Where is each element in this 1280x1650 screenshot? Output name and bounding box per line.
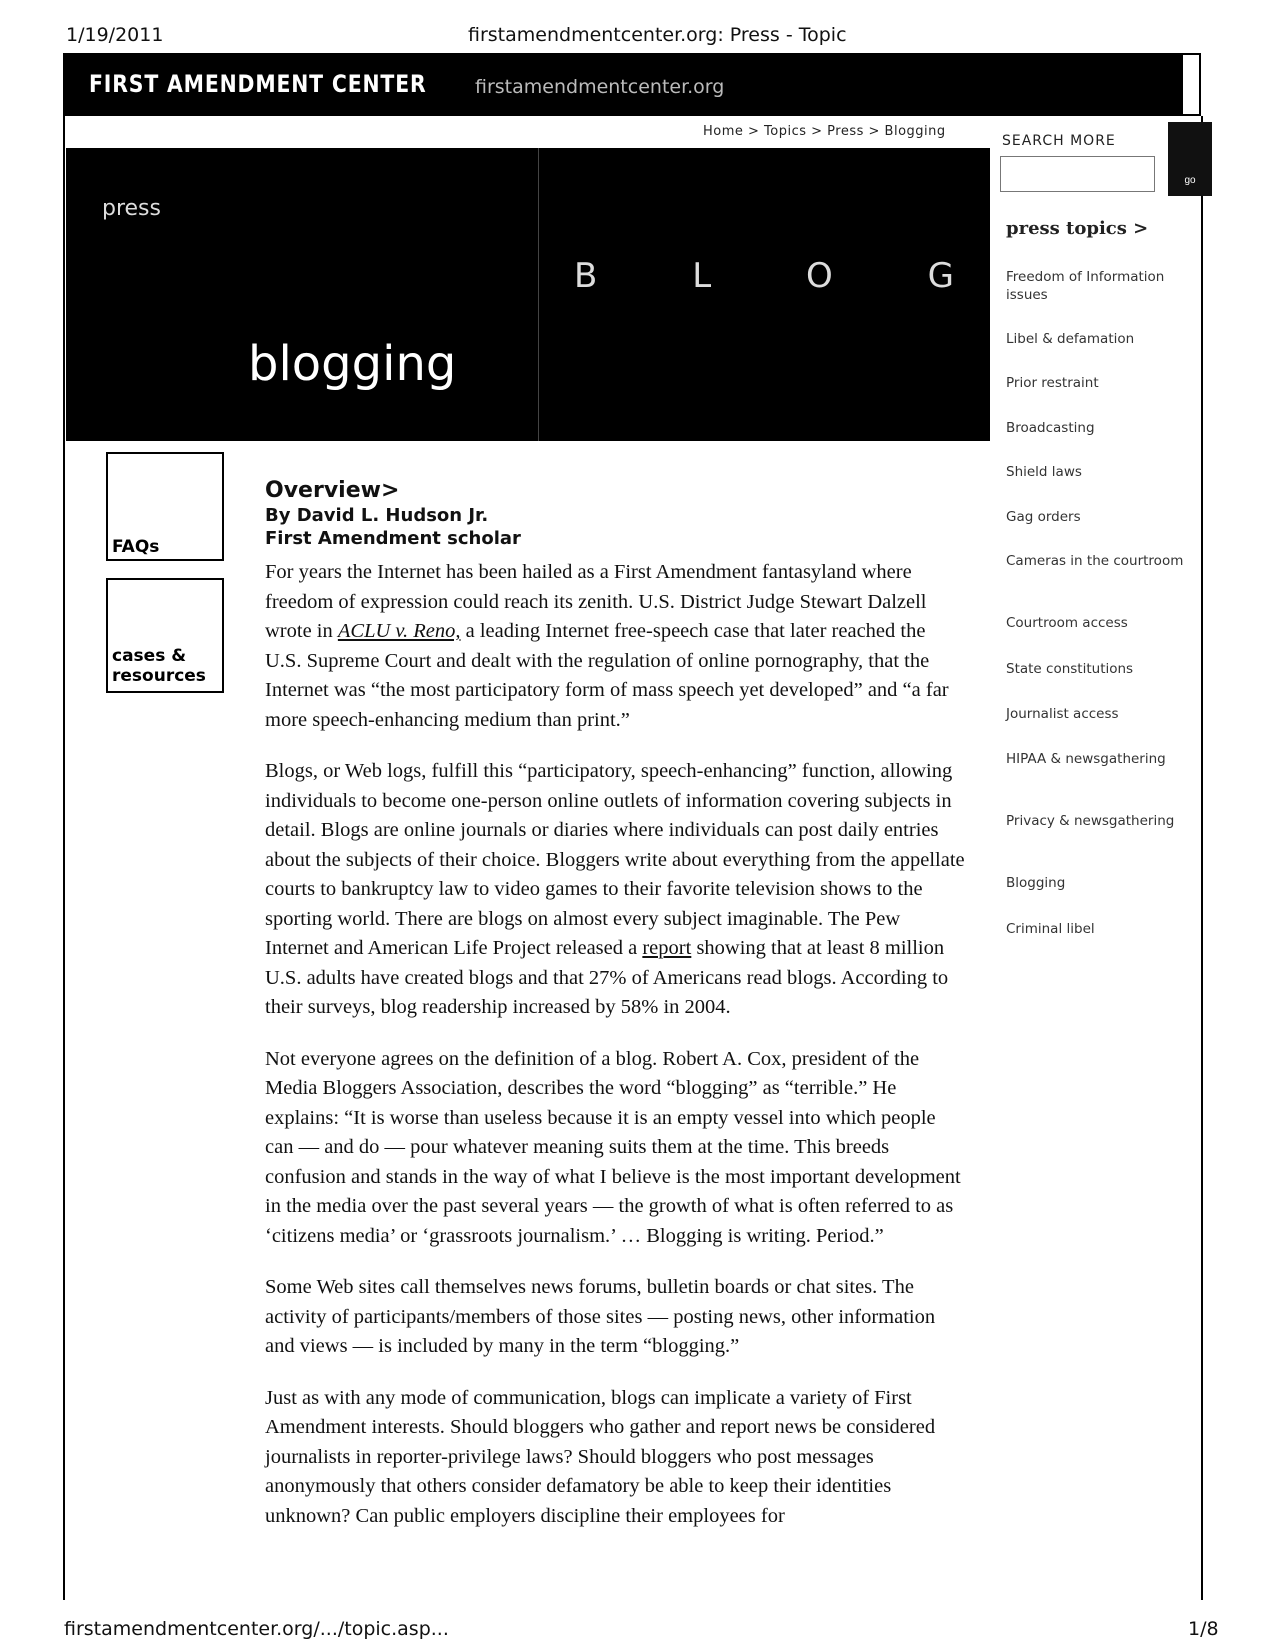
pew-report-link[interactable]: report [642, 937, 692, 959]
banner-letter: B [574, 256, 598, 296]
article-paragraph: Some Web sites call themselves news forums, bulletin boards or chat sites. The activity of participants/members of those sites — posting news, other information and views — is included by many in the term “blogging.” [265, 1276, 936, 1357]
article-author-role: First Amendment scholar [265, 528, 521, 549]
sidebar-item-label[interactable]: Cameras in the courtroom [1006, 553, 1184, 569]
sidebar-item-label[interactable]: Prior restraint [1006, 375, 1099, 391]
sidebar-item-label[interactable]: Criminal libel [1006, 921, 1095, 937]
sidebar-item-label[interactable]: HIPAA & newsgathering [1006, 751, 1166, 767]
sidebar-item-label[interactable]: Shield laws [1006, 464, 1082, 480]
sidebar-item-label[interactable]: Broadcasting [1006, 420, 1095, 436]
sidebar-item-hipaa[interactable] [1006, 750, 1186, 812]
header-corner [1181, 53, 1201, 116]
article-title: Overview> [265, 478, 400, 503]
article-paragraph [265, 757, 965, 1023]
sidebar-item-blogging[interactable] [1006, 874, 1186, 920]
sidebar-item-label[interactable]: Blogging [1006, 875, 1066, 891]
search-label: SEARCH MORE [1002, 133, 1116, 149]
sidebar-item-label[interactable]: Libel & defamation [1006, 331, 1135, 347]
banner-section-label: press [102, 196, 161, 221]
sidebar-item-broadcasting[interactable] [1006, 419, 1186, 463]
banner-letter: G [927, 256, 954, 296]
print-page-number: 1/8 [1188, 1618, 1219, 1640]
sidebar-item-shield-laws[interactable] [1006, 463, 1186, 508]
banner-letter: O [806, 256, 833, 296]
article-paragraph [265, 558, 965, 735]
sidebar-item-foi[interactable] [1006, 268, 1186, 330]
sidebar-item-label[interactable]: Journalist access [1006, 706, 1119, 722]
sidebar-item-label[interactable]: Privacy & newsgathering [1006, 813, 1175, 829]
sidebar-item-cameras[interactable] [1006, 552, 1186, 614]
sidebar-item-label[interactable]: Courtroom access [1006, 615, 1128, 631]
site-logo-link[interactable]: FIRST AMENDMENT CENTER [89, 70, 427, 98]
paragraph-text: showing that at least 8 million U.S. adults have created blogs and that 27% of Americans read blogs. According to their surveys, blog readership increased by 58% in 2004. [265, 937, 949, 1018]
banner-letter: L [692, 256, 712, 296]
cases-resources-box-link[interactable] [106, 578, 224, 693]
press-topics-heading[interactable]: press topics > [1006, 218, 1149, 239]
article-author: By David L. Hudson Jr. [265, 505, 489, 526]
print-header [0, 24, 1280, 50]
print-page-title: firstamendmentcenter.org: Press - Topic [468, 24, 847, 46]
aclu-v-reno-link[interactable]: ACLU v. Reno, [337, 620, 461, 642]
sidebar-item-criminal-libel[interactable] [1006, 920, 1186, 964]
sidebar-item-privacy[interactable] [1006, 812, 1186, 874]
sidebar-item-prior-restraint[interactable] [1006, 374, 1186, 419]
sidebar-item-journalist-access[interactable] [1006, 705, 1186, 750]
paragraph-text: Blogs, or Web logs, fulfill this “participatory, speech-enhancing” function, allowing individuals to become one-person online outlets of information covering subjects in detail. Blogs are online journals or diaries where individuals can post daily entries about the subjects of their choice. Bloggers write about everything from the appellate courts to bankruptcy law to video games to their favorite television shows to the sporting world. There are blogs on almost every subject imaginable. The Pew Internet and American Life Project released a [265, 760, 965, 959]
print-footer-url: firstamendmentcenter.org/.../topic.asp... [64, 1618, 449, 1640]
press-topics-list [1006, 268, 1186, 964]
sidebar-item-courtroom-access[interactable] [1006, 614, 1186, 660]
search-go-button[interactable]: go [1168, 122, 1212, 196]
article-body [265, 558, 965, 1531]
article [265, 478, 965, 1553]
banner-topic-label: blogging [248, 336, 457, 392]
banner-divider [538, 148, 539, 441]
paragraph-text: a leading Internet free-speech case that later reached the U.S. Supreme Court and dealt with the regulation of online pornography, that the Internet was “the most participatory form of mass speech yet developed” and “a far more speech-enhancing medium than print.” [265, 620, 949, 731]
paragraph-text: For years the Internet has been hailed as a First Amendment fantasyland where freedom of expression could reach its zenith. U.S. District Judge Stewart Dalzell wrote in [265, 561, 927, 642]
sidebar-item-libel[interactable] [1006, 330, 1186, 374]
article-paragraph: Not everyone agrees on the definition of a blog. Robert A. Cox, president of the Media Bloggers Association, describes the word “blogging” as “terrible.” He explains: “It is worse than useless because it is an empty vessel into which people can — and do — pour whatever meaning suits them at the time. This breeds confusion and stands in the way of what I believe is the most important development in the media over the past several years — the growth of what is often referred to as ‘citizens media’ or ‘grassroots journalism.’ … Blogging is writing. Period.” [265, 1047, 961, 1247]
banner-blog-letters [574, 256, 954, 296]
sidebar-item-label[interactable]: Freedom of Information issues [1006, 269, 1165, 303]
cases-resources-label: cases & resources [112, 646, 206, 686]
print-date: 1/19/2011 [66, 24, 164, 46]
search-input[interactable] [1000, 156, 1155, 192]
topic-banner [66, 148, 990, 441]
sidebar-item-gag-orders[interactable] [1006, 508, 1186, 552]
site-header [63, 53, 1201, 116]
sidebar-item-label[interactable]: State constitutions [1006, 661, 1134, 677]
sidebar-item-label[interactable]: Gag orders [1006, 509, 1081, 525]
site-url: firstamendmentcenter.org [475, 76, 725, 98]
breadcrumb[interactable]: Home > Topics > Press > Blogging [703, 124, 946, 139]
faqs-label: FAQs [112, 537, 160, 557]
faqs-box-link[interactable] [106, 452, 224, 561]
sidebar-item-state-constitutions[interactable] [1006, 660, 1186, 705]
article-paragraph: Just as with any mode of communication, blogs can implicate a variety of First Amendment interests. Should bloggers who gather and report news be considered journalists in reporter-privilege laws? Should bloggers who post messages anonymously that others consider defamatory be able to keep their identities unknown? Can public employers discipline their employees for [265, 1386, 936, 1527]
